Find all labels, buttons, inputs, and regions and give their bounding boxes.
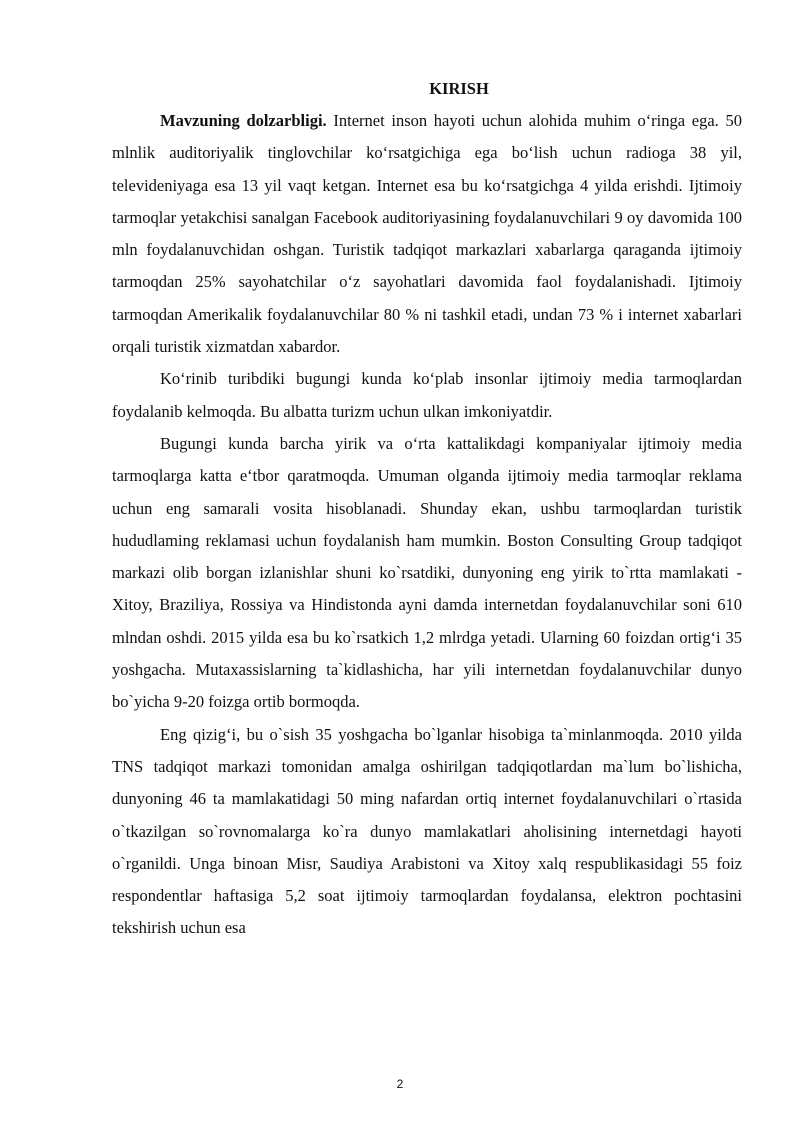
paragraph-text: Bugungi kunda barcha yirik va o‘rta kattalikdagi kompaniyalar ijtimoiy media tarmoqlarga katta e‘tbor qaratmoqda. Umuman olganda ijtimoiy media tarmoqlar reklama uchun eng samarali vosita hisoblanadi. Shunday ekan, ushbu tarmoqlardan turistik hududlaming reklamasi uchun foydalanish ham mumkin. Boston Consulting Group tadqiqot markazi olib borgan izlanishlar shuni ko`rsatdiki, dunyoning eng yirik to`rtta mamlakati - Xitoy, Braziliya, Rossiya va Hindistonda ayni damda internetdan foydalanuvchilar soni 610 mlndan oshdi. 2015 yilda esa bu ko`rsatkich 1,2 mlrdga yetadi. Ularning 60 foizdan ortig‘i 35 yoshgacha. Mutaxassislarning ta`kidlashicha, har yili internetdan foydalanuvchilar dunyo bo`yicha 9-20 foizga ortib bormoqda. xyxy=(112,433,742,712)
page-content xyxy=(112,73,742,945)
paragraph-text: Internet inson hayoti uchun alohida muhim o‘ringa ega. 50 mlnlik auditoriyalik tinglovchilar ko‘rsatgichiga ega bo‘lish uchun radioga 38 yil, televideniyaga esa 13 yil vaqt ketgan. Internet esa bu ko‘rsatgichga 4 yilda erishdi. Ijtimoiy tarmoqlar yetakchisi sanalgan Facebook auditoriyasining foydalanuvchilari 9 oy davomida 100 mln foydalanuvchidan oshgan. Turistik tadqiqot markazlari xabarlarga qaraganda ijtimoiy tarmoqdan 25% sayohatchilar o‘z sayohatlari davomida faol foydalanishadi. Ijtimoiy tarmoqdan Amerikalik foydalanuvchilar 80 % ni tashkil etadi, undan 73 % i internet xabarlari orqali turistik xizmatdan xabardor. xyxy=(112,111,742,357)
paragraph-text: Eng qizig‘i, bu o`sish 35 yoshgacha bo`lganlar hisobiga ta`minlanmoqda. 2010 yilda TNS tadqiqot markazi tomonidan amalga oshirilgan tadqiqotlardan ma`lum bo`lishicha, dunyoning 46 ta mamlakatidagi 50 ming nafardan ortiq internet foydalanuvchilari o`rtasida o`tkazilgan so`rovnomalarga ko`ra dunyo mamlakatlari aholisining internetdagi hayoti o`rganildi. Unga binoan Misr, Saudiya Arabistoni va Xitoy xalq respublikasidagi 55 foiz respondentlar haftasiga 5,2 soat ijtimoiy tarmoqlardan foydalansa, elektron pochtasini tekshirish uchun esa xyxy=(112,724,742,938)
page-number: 2 xyxy=(396,1077,404,1091)
paragraph-social-media xyxy=(112,363,742,428)
section-heading: KIRISH xyxy=(429,79,489,98)
paragraph-growth xyxy=(112,719,742,945)
paragraph-lead: Mavzuning dolzarbligi. xyxy=(160,111,327,130)
paragraph-relevance xyxy=(112,105,742,363)
paragraph-text: Ko‘rinib turibdiki bugungi kunda ko‘plab insonlar ijtimoiy media tarmoqlardan foydalanib kelmoqda. Bu albatta turizm uchun ulkan imkoniyatdir. xyxy=(112,369,742,421)
paragraph-companies xyxy=(112,428,742,719)
